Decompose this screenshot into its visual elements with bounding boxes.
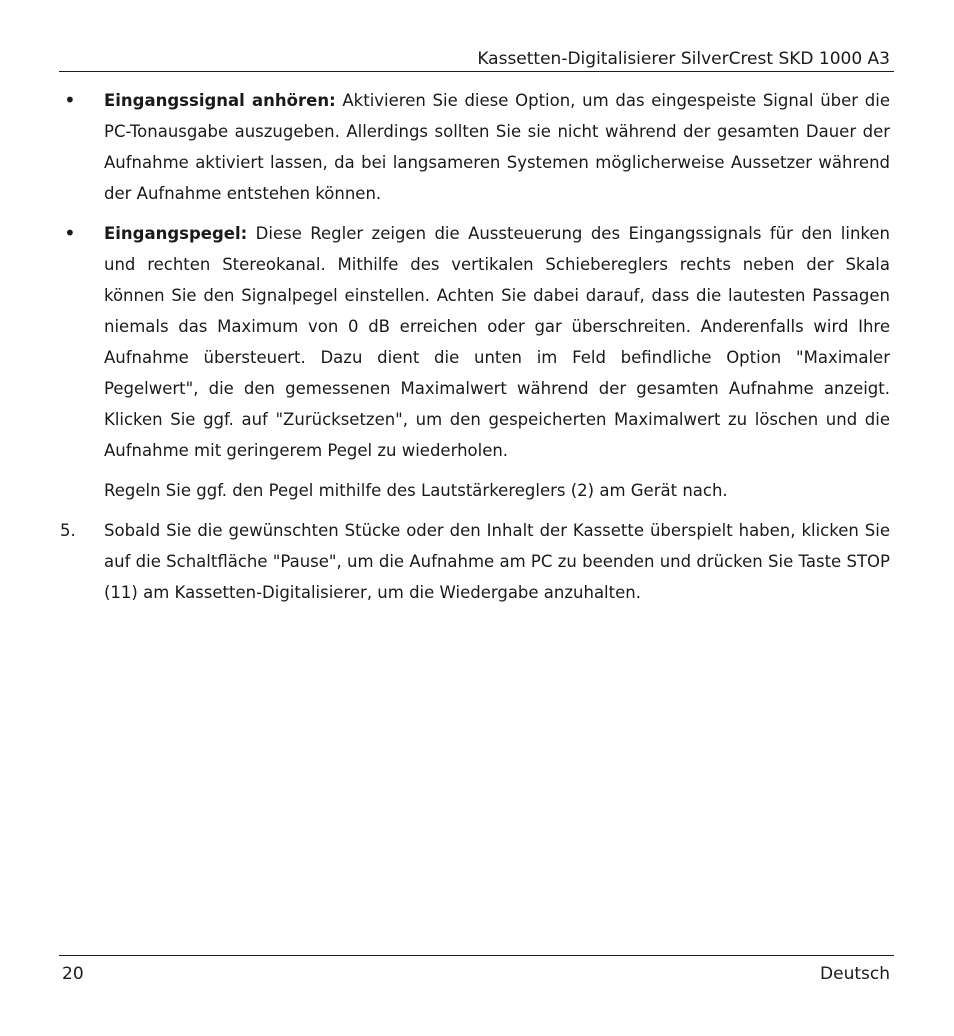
body-content bbox=[60, 85, 890, 617]
option-term: Eingangspegel: bbox=[104, 224, 248, 243]
level-note: Regeln Sie ggf. den Pegel mithilfe des Lautstärkereglers (2) am Gerät nach. bbox=[104, 481, 728, 500]
option-description: Aktivieren Sie diese Option, um das eingespeiste Signal über die PC-Tonausgabe auszugeben. Allerdings sollten Sie sie nicht während der gesamten Dauer der Aufnahme aktiviert lassen, da bei langsameren Systemen möglicherweise Aussetzer während der Aufnahme entstehen können. bbox=[104, 91, 890, 203]
bullet-item-input-level bbox=[64, 218, 890, 466]
header-rule bbox=[59, 71, 894, 72]
numbered-step bbox=[60, 515, 890, 608]
running-header: Kassetten-Digitalisierer SilverCrest SKD 1000 A3 bbox=[477, 49, 890, 69]
footer-rule bbox=[59, 955, 894, 956]
step-number: 5. bbox=[60, 521, 76, 540]
footer-language: Deutsch bbox=[820, 964, 890, 984]
bullet-item-input-monitoring bbox=[64, 85, 890, 209]
option-term: Eingangssignal anhören: bbox=[104, 91, 336, 110]
bullet-marker: • bbox=[64, 88, 76, 112]
step-text: Sobald Sie die gewünschten Stücke oder den Inhalt der Kassette überspielt haben, klicken Sie auf die Schaltfläche "Pause", um die Aufnahme am PC zu beenden und drücken Sie Taste STOP (11) am Kassetten-Digitalisierer, um die Wiedergabe anzuhalten. bbox=[104, 521, 890, 602]
option-description: Diese Regler zeigen die Aussteuerung des Eingangssignals für den linken und rechten Stereokanal. Mithilfe des vertikalen Schiebereglers rechts neben der Skala können Sie den Signalpegel einstellen. Achten Sie dabei darauf, dass die lautesten Passagen niemals das Maximum von 0 dB erreichen oder gar überschreiten. Anderenfalls wird Ihre Aufnahme übersteuert. Dazu dient die unten im Feld befindliche Option "Maximaler Pegelwert", die den gemessenen Maximalwert während der gesamten Aufnahme anzeigt. Klicken Sie ggf. auf "Zurücksetzen", um den gespeicherten Maximalwert zu löschen und die Aufnahme mit geringerem Pegel zu wiederholen. bbox=[104, 224, 890, 460]
page-number: 20 bbox=[62, 964, 84, 984]
bullet-marker: • bbox=[64, 221, 76, 245]
